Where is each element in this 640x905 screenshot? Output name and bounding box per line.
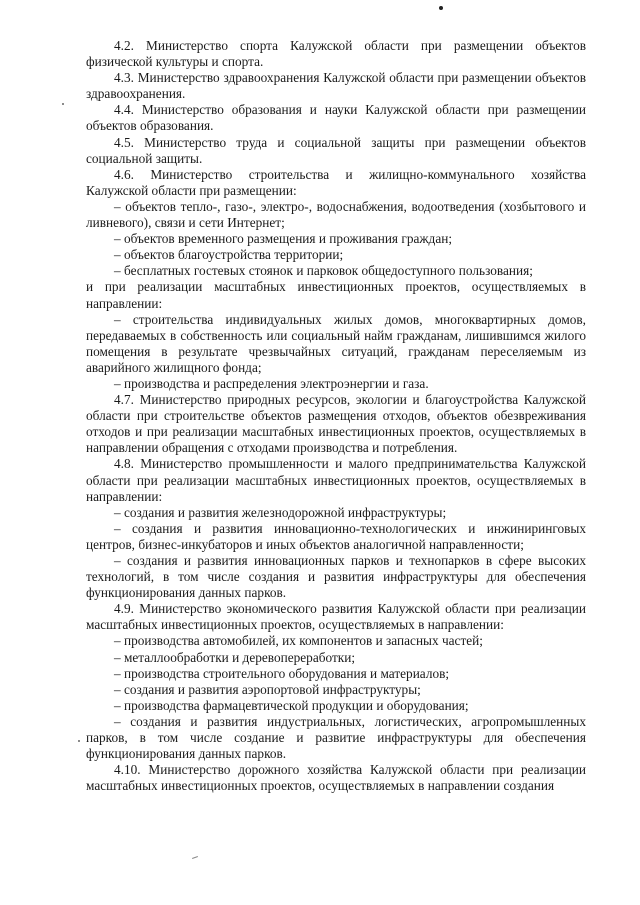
paragraph-4-10: 4.10. Министерство дорожного хозяйства Калужской области при реализации масштабных инвестиционных проектов, осуществляемых в направлении создания [86, 762, 586, 794]
list-item: – производства автомобилей, их компонентов и запасных частей; [114, 633, 483, 649]
paragraph-4-7: 4.7. Министерство природных ресурсов, экологии и благоустройства Калужской области при строительстве объектов размещения отходов, объектов обезвреживания отходов и при реализации масштабных инвестиционных проектов, осуществляемых в направлении обращения с отходами производства и потребления. [86, 392, 586, 456]
scan-speck [78, 740, 80, 742]
list-item: – создания и развития инновационных парков и технопарков в сфере высоких технологий, в том числе создания и развития инфраструктуры для обеспечения функционирования данных парков. [86, 553, 586, 601]
list-item: – создания и развития аэропортовой инфраструктуры; [114, 681, 421, 697]
list-item: – создания и развития индустриальных, логистических, агропромышленных парков, в том числе создание и развитие инфраструктуры для обеспечения функционирования данных парков. [86, 713, 586, 762]
scan-speck [62, 103, 64, 105]
list-item: – объектов тепло-, газо-, электро-, водоснабжения, водоотведения (хозбытового и ливневого), связи и сети Интернет; [86, 198, 586, 231]
list-item: – бесплатных гостевых стоянок и парковок общедоступного пользования; [114, 263, 533, 279]
list-item: – объектов временного размещения и проживания граждан; [114, 231, 453, 247]
list-item: – производства и распределения электроэнергии и газа. [114, 375, 429, 391]
document-page [86, 38, 586, 794]
paragraph-4-2: 4.2. Министерство спорта Калужской области при размещении объектов физической культуры и спорта. [86, 38, 586, 70]
scan-speck [192, 856, 198, 859]
paragraph-4-4: 4.4. Министерство образования и науки Калужской области при размещении объектов образования. [86, 102, 586, 134]
paragraph-4-6: 4.6. Министерство строительства и жилищно-коммунального хозяйства Калужской области при размещении: [86, 166, 586, 198]
list-item: – объектов благоустройства территории; [114, 247, 344, 263]
paragraph-continuation: и при реализации масштабных инвестиционных проектов, осуществляемых в направлении: [86, 279, 586, 311]
list-item: – создания и развития железнодорожной инфраструктуры; [114, 504, 447, 520]
paragraph-4-3: 4.3. Министерство здравоохранения Калужской области при размещении объектов здравоохранения. [86, 70, 586, 102]
paragraph-4-5: 4.5. Министерство труда и социальной защиты при размещении объектов социальной защиты. [86, 134, 586, 166]
list-item: – производства фармацевтической продукции и оборудования; [114, 697, 469, 713]
paragraph-4-8: 4.8. Министерство промышленности и малого предпринимательства Калужской области при реализации масштабных инвестиционных проектов, осуществляемых в направлении: [86, 456, 586, 504]
paragraph-4-9: 4.9. Министерство экономического развития Калужской области при реализации масштабных инвестиционных проектов, осуществляемых в направлении: [86, 601, 586, 633]
list-item: – строительства индивидуальных жилых домов, многоквартирных домов, передаваемых в собственность или социальный найм гражданам, лишившимся жилого помещения в результате чрезвычайных ситуаций, гражданам переселяемым из аварийного жилищного фонда; [86, 311, 586, 375]
list-item: – металлообработки и деревопереработки; [114, 649, 356, 665]
list-item: – производства строительного оборудования и материалов; [114, 665, 450, 681]
scan-dot-mark [439, 6, 443, 10]
list-item: – создания и развития инновационно-технологических и инжиниринговых центров, бизнес-инкубаторов и иных объектов аналогичной направленности; [86, 520, 586, 552]
